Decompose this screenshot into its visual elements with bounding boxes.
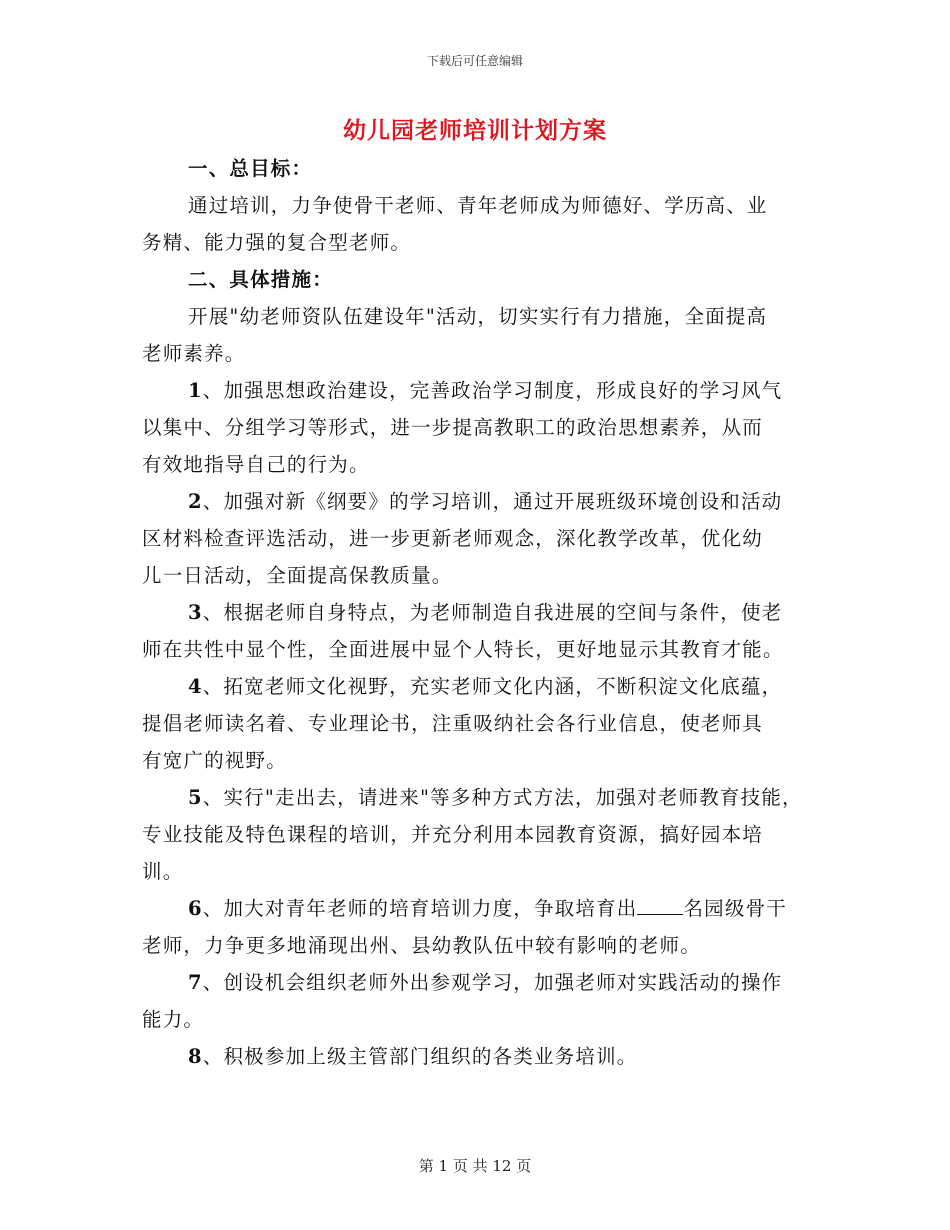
paragraph-line: 开展"幼老师资队伍建设年"活动，切实实行有力措施，全面提高 <box>188 305 768 328</box>
item-text: 名园级骨干 <box>683 897 787 920</box>
item-text: 、加强对新《纲要》的学习培训，通过开展班级环境创设和活动 <box>202 490 783 513</box>
page-header: 下载后可任意编辑 <box>426 54 523 68</box>
paragraph-line: 务精、能力强的复合型老师。 <box>142 231 412 254</box>
section-heading-measures: 二、具体措施： <box>188 268 333 291</box>
item-number: 8 <box>188 1045 203 1068</box>
item-text: 、拓宽老师文化视野，充实老师文化内涵，不断积淀文化底蕴， <box>202 675 783 698</box>
item-text: 、根据老师自身特点，为老师制造自我进展的空间与条件，使老 <box>202 601 783 624</box>
list-item-4 <box>142 668 822 705</box>
paragraph-line: 老师素养。 <box>142 342 246 365</box>
fill-in-blank <box>637 913 683 915</box>
item-number: 5 <box>188 786 203 809</box>
page-footer: 第 1 页 共 12 页 <box>418 1157 532 1175</box>
paragraph-line: 通过培训，力争使骨干老师、青年老师成为师德好、学历高、业 <box>188 194 768 217</box>
list-item-5 <box>142 779 822 816</box>
paragraph-line: 能力。 <box>142 1008 205 1031</box>
paragraph-line: 区材料检查评选活动，进一步更新老师观念，深化教学改革，优化幼 <box>142 527 764 550</box>
paragraph-line: 师在共性中显个性，全面进展中显个人特长，更好地显示其教育才能。 <box>142 638 784 661</box>
item-text: 、加大对青年老师的培育培训力度，争取培育出 <box>202 897 638 920</box>
paragraph-line: 训。 <box>142 860 184 883</box>
item-text: 、创设机会组织老师外出参观学习，加强老师对实践活动的操作 <box>202 971 783 994</box>
list-item-2 <box>142 483 822 520</box>
section-heading-goal: 一、总目标： <box>188 157 313 180</box>
item-number: 7 <box>188 971 203 994</box>
item-number: 6 <box>188 897 203 920</box>
list-item-7 <box>142 964 822 1001</box>
item-text: 、积极参加上级主管部门组织的各类业务培训。 <box>202 1045 638 1068</box>
paragraph-line: 有效地指导自己的行为。 <box>142 453 370 476</box>
paragraph-line: 老师，力争更多地涌现出州、县幼教队伍中较有影响的老师。 <box>142 934 701 957</box>
document-title: 幼儿园老师培训计划方案 <box>343 117 607 144</box>
item-number: 2 <box>188 490 203 513</box>
item-text: 、实行"走出去，请进来"等多种方式方法，加强对老师教育技能， <box>202 786 803 809</box>
list-item-8 <box>142 1038 822 1075</box>
document-body <box>142 150 822 1075</box>
paragraph-line: 有宽广的视野。 <box>142 749 287 772</box>
list-item-6 <box>142 890 822 927</box>
list-item-3 <box>142 594 822 631</box>
paragraph-line: 以集中、分组学习等形式，进一步提高教职工的政治思想素养，从而 <box>142 416 764 439</box>
paragraph-line: 儿一日活动，全面提高保教质量。 <box>142 564 453 587</box>
item-number: 1 <box>188 379 203 402</box>
list-item-1 <box>142 372 822 409</box>
item-text: 、加强思想政治建设，完善政治学习制度，形成良好的学习风气 <box>202 379 783 402</box>
paragraph-line: 专业技能及特色课程的培训，并充分利用本园教育资源，搞好园本培 <box>142 823 764 846</box>
item-number: 3 <box>188 601 203 624</box>
paragraph-line: 提倡老师读名着、专业理论书，注重吸纳社会各行业信息，使老师具 <box>142 712 764 735</box>
item-number: 4 <box>188 675 203 698</box>
